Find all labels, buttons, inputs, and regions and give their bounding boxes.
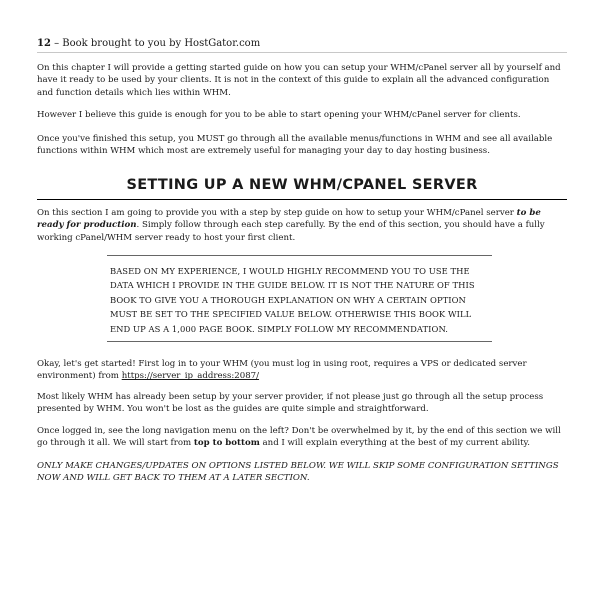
section-paragraph-1 [37,207,567,244]
section-paragraph-5: ONLY MAKE CHANGES/UPDATES ON OPTIONS LISTED BELOW. WE WILL SKIP SOME CONFIGURATION SETTINGS NOW AND WILL GET BACK TO THEM AT A LATER SECTION. [37,461,559,484]
page-header [37,37,567,53]
section-paragraph-4 [37,425,567,450]
recommendation-callout-text: BASED ON MY EXPERIENCE, I WOULD HIGHLY RECOMMEND YOU TO USE THE DATA WHICH I PROVIDE IN THE GUIDE BELOW. IT IS NOT THE NATURE OF THIS BOOK TO GIVE YOU A THOROUGH EXPLANATION ON WHY A CERTAIN OPTION MUST BE SET TO THE SPECIFIED VALUE BELOW. OTHERWISE THIS BOOK WILL END UP AS A 1,000 PAGE BOOK. SIMPLY FOLLOW MY RECOMMENDATION. [110,266,475,334]
heading-underline [37,199,567,200]
section-p1-emphasis: to be ready for production [37,208,541,231]
header-text: – Book brought to you by HostGator.com [50,38,261,49]
page-number: 12 [37,38,51,49]
section-paragraph-3: Most likely WHM has already been setup by your server provider, if not please just go through all the setup process presented by WHM. You won't be lost as the guides are quite simple and straightforward. [37,392,544,415]
section-p4-end: and I will explain everything at the best of my current ability. [259,438,530,449]
section-paragraph-2 [37,358,567,383]
section-p1-end: . Simply follow through each step carefully. By the end of this section, you should have a fully working cPanel/WHM server ready to host your first client. [37,220,545,243]
intro-paragraph-1: On this chapter I will provide a getting started guide on how you can setup your WHM/cPanel server all by yourself and have it ready to be used by your clients. It is not in the context of this guide to explain all the advanced configuration and function details which lies within WHM. [37,63,561,98]
section-p2-start: Okay, let's get started! First log in to your WHM (you must log in using root, requires a VPS or dedicated server environment) from [37,359,527,382]
intro-paragraph-2: However I believe this guide is enough for you to be able to start opening your WHM/cPanel server for clients. [37,110,521,120]
section-p4-bold: top to bottom [193,438,260,449]
whm-login-link[interactable]: https://server_ip_address:2087/ [121,371,260,382]
intro-paragraph-3: Once you've finished this setup, you MUST go through all the available menus/functions in WHM and see all available functions within WHM which most are extremely useful for managing your day to day hosting business. [37,134,553,157]
section-heading: SETTING UP A NEW WHM/CPANEL SERVER [126,177,478,193]
section-p1-start: On this section I am going to provide you with a step by step guide on how to setup your WHM/cPanel server [37,208,517,218]
section-p4-start: Once logged in, see the long navigation menu on the left? Don't be overwhelmed by it, by the end of this section we will go through it all. We will start from [37,426,561,449]
